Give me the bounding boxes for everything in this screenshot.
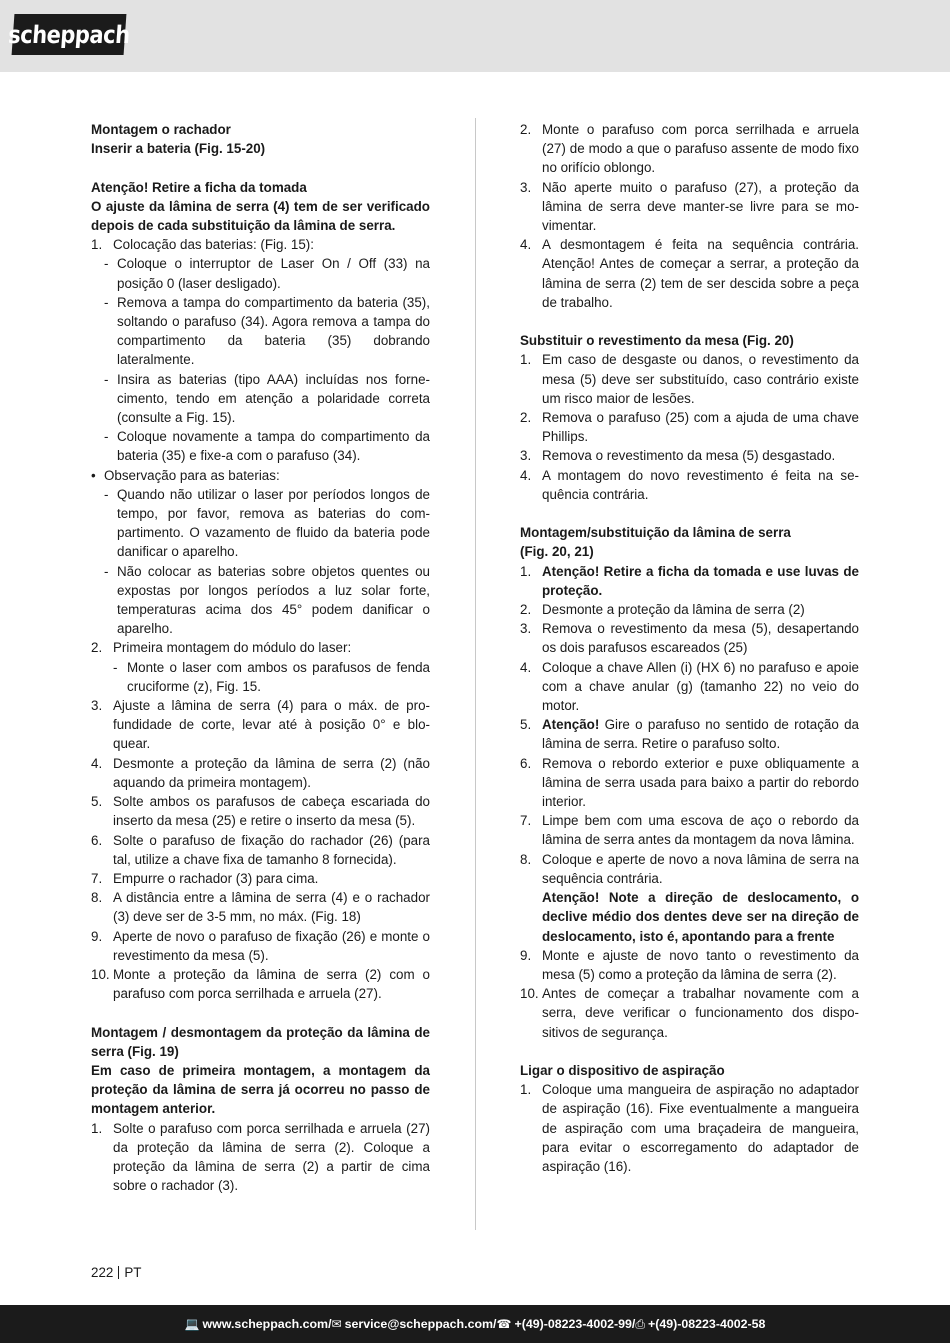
section-heading: Substituir o revestimento da mesa (Fig. 20)	[520, 333, 794, 349]
list-item: 6. Remova o rebordo exterior e puxe obliquamente a lâmina de serra usada para baixo a partir do rebordo interior.	[520, 755, 859, 810]
list-item: 4. Coloque a chave Allen (i) (HX 6) no parafuso e apoie com a chave anular (g) (tamanho 22) no veio do motor.	[520, 659, 859, 714]
list-item: 10. Monte a proteção da lâmina de serra (2) com o parafuso com porca serrilhada e arruela (27).	[91, 966, 430, 1002]
sub-item: - Coloque novamente a tampa do compartimento da bateria (35) e fixe-a com o parafuso (34).	[104, 429, 430, 464]
list-item: 2. Remova o parafuso (25) com a ajuda de uma chave Phillips.	[520, 410, 859, 445]
list-item: 4. A montagem do novo revestimento é feita na sequência contrária.	[520, 467, 859, 502]
computer-icon: 💻	[184, 1317, 200, 1331]
fax-number: +(49)-08223-4002-58	[647, 1317, 766, 1331]
mail-icon: ✉	[331, 1317, 342, 1331]
sub-item: - Não colocar as baterias sobre objetos quentes ou expostas por longos períodos a luz solar forte, temperaturas acima dos 45° podem danificar o aparelho.	[104, 563, 430, 637]
warning-text: Atenção! Note a direção de deslocamento, o declive médio dos dentes deve ser na direção de deslocamento, isto é, apontando para a frente	[542, 890, 859, 944]
warning-text: Atenção! Retire a ficha da tomada	[91, 179, 307, 195]
list-item: 4. Desmonte a proteção da lâmina de serra (2) (não aquando da primeira montagem).	[91, 755, 430, 790]
list-item: 1. Atenção! Retire a ficha da tomada e use luvas de proteção.	[520, 563, 859, 598]
list-item: 10. Antes de começar a trabalhar novamente com a serra, deve verificar o funcionamento dos dispositivos de segurança.	[520, 986, 859, 1040]
fax-icon: ⎙	[635, 1316, 645, 1331]
warning-text: Em caso de primeira montagem, a montagem da proteção da lâmina de serra já ocorreu no passo de montagem anterior.	[91, 1062, 430, 1117]
list-item: 4. A desmontagem é feita na sequência contrária. Atenção! Antes de começar a serrar, a proteção da lâmina de serra (2) tem de ser descida sobre a peça de trabalho.	[520, 237, 859, 310]
list-item: 1. Em caso de desgaste ou danos, o revestimento da mesa (5) deve ser substituído, caso contrário existe um risco maior de lesões.	[520, 352, 859, 406]
header-bar	[0, 0, 950, 72]
right-column	[520, 120, 859, 1176]
list-item: 1. Solte o parafuso com porca serrilhada e arruela (27) da proteção da lâmina de serra (2). Coloque a proteção da lâmina de serra (2) a partir de cima sobre o rachador (3).	[91, 1120, 430, 1194]
section-heading: Montagem o rachador	[91, 122, 231, 137]
email-link[interactable]: service@scheppach.com	[344, 1317, 494, 1331]
section-heading: Montagem / desmontagem da proteção da lâmina de serra (Fig. 19)	[91, 1024, 430, 1059]
list-item: 3. Ajuste a lâmina de serra (4) para o máx. de profundidade de corte, levar até à posição 0° e bloquear.	[91, 698, 430, 752]
list-item: 6. Solte o parafuso de fixação do rachador (26) (para tal, utilize a chave fixa de tamanho 8 fornecida).	[91, 832, 430, 867]
sub-item: - Insira as baterias (tipo AAA) incluídas nos fornecimento, tendo em atenção a polaridade correta (consulte a Fig. 15).	[104, 371, 430, 426]
list-item: 1. Colocação das baterias: (Fig. 15):	[91, 237, 314, 253]
page-number: 222 PT	[91, 1265, 142, 1280]
list-item: 5. Solte ambos os parafusos de cabeça escariada do inserto da mesa (25) e retire o inserto da mesa (5).	[91, 794, 430, 829]
bullet-item: • Observação para as baterias:	[91, 467, 280, 483]
left-column	[91, 120, 430, 1195]
warning-text: O ajuste da lâmina de serra (4) tem de ser verificado depois de cada substituição da lâmina de serra.	[91, 198, 430, 233]
list-item: 8. A distância entre a lâmina de serra (4) e o rachador (3) deve ser de 3-5 mm, no máx. (Fig. 18)	[91, 890, 430, 925]
sub-item: - Remova a tampa do compartimento da bateria (35), soltando o parafuso (34). Agora remova a tampa do compartimento da bateria (35) dobrando lateralmente.	[104, 294, 430, 368]
list-item: 5. Atenção! Gire o parafuso no sentido de rotação da lâmina de serra. Retire o parafuso solto.	[520, 717, 859, 752]
list-item: 3. Não aperte muito o parafuso (27), a proteção da lâmina de serra deve manter-se livre para se movimentar.	[520, 179, 859, 234]
list-item: 7. Empurre o rachador (3) para cima.	[91, 870, 319, 886]
list-item: 9. Monte e ajuste de novo tanto o revestimento da mesa (5) como a proteção da lâmina de serra (2).	[520, 947, 859, 982]
phone-number: +(49)-08223-4002-99	[514, 1317, 632, 1331]
column-divider	[475, 118, 476, 1230]
list-item: 3. Remova o revestimento da mesa (5), desapertando os dois parafusos escareados (25)	[520, 621, 859, 656]
phone-icon: ☎	[496, 1317, 512, 1331]
section-heading: Montagem/substituição da lâmina de serra	[520, 525, 791, 541]
website-link[interactable]: www.scheppach.com	[202, 1317, 329, 1331]
list-item: 2. Desmonte a proteção da lâmina de serra (2)	[520, 602, 805, 618]
list-item: 9. Aperte de novo o parafuso de fixação (26) e monte o revestimento da mesa (5).	[91, 928, 430, 963]
list-item: 8. Coloque e aperte de novo a nova lâmina de serra na sequência contrária.	[520, 851, 859, 886]
section-subheading: Inserir a bateria (Fig. 15-20)	[91, 141, 266, 157]
footer-bar: 💻 www.scheppach.com / ✉ service@scheppach.com / ☎ +(49)-08223-4002-99 / ⎙ +(49)-08223-4002-58	[0, 1305, 950, 1343]
list-item: 7. Limpe bem com uma escova de aço o rebordo da lâmina de serra antes da montagem da nova lâmina.	[520, 813, 859, 848]
sub-item: - Quando não utilizar o laser por períodos longos de tempo, por favor, remova as baterias do compartimento. O vazamento de fluido da bateria pode danificar o aparelho.	[104, 486, 430, 560]
list-item: 3. Remova o revestimento da mesa (5) desgastado.	[520, 448, 836, 464]
sub-item: - Coloque o interruptor de Laser On / Off (33) na posição 0 (laser desligado).	[104, 256, 430, 291]
section-subheading: (Fig. 20, 21)	[520, 544, 594, 560]
section-heading: Ligar o dispositivo de aspiração	[520, 1062, 725, 1078]
list-item: 1. Coloque uma mangueira de aspiração no adaptador de aspiração (16). Fixe eventualmente a mangueira de aspiração com uma braçadeira de mangueira, para evitar o escorregamento do adaptador de aspiração (16).	[520, 1082, 859, 1174]
scheppach-logo: scheppach	[12, 14, 127, 55]
list-item: 2. Primeira montagem do módulo do laser:	[91, 640, 352, 656]
list-item: 2. Monte o parafuso com porca serrilhada e arruela (27) de modo a que o parafuso assente de modo fixo no orifício oblongo.	[520, 122, 859, 176]
sub-item: - Monte o laser com ambos os parafusos de fenda cruciforme (z), Fig. 15.	[113, 659, 430, 694]
